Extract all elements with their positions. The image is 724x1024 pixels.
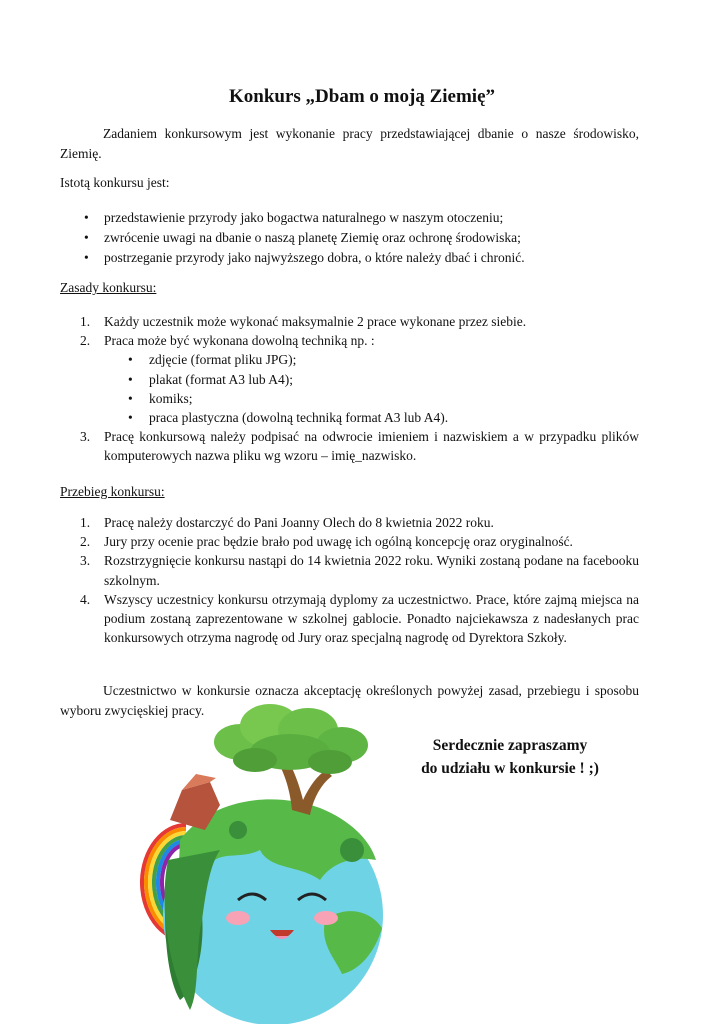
list-item: 4. Wszyscy uczestnicy konkursu otrzymają dyplomy za uczestnictwo. Prace, które zajmą miejsca na podium zostaną zaprezentowane w szkolnej gablocie. Ponadto najciekawsza z nadesłanych prac konkursowych otrzyma nagrodę od Jury oraz specjalną nagrodę od Dyrektora Szkoły. bbox=[80, 591, 639, 646]
list-number: 4. bbox=[80, 591, 91, 607]
list-number: 1. bbox=[80, 314, 91, 329]
list-item: 2. Jury przy ocenie prac będzie brało pod uwagę ich ogólną koncepcję oraz oryginalność. bbox=[60, 532, 639, 551]
course-list bbox=[60, 513, 639, 647]
tree-icon bbox=[214, 704, 368, 774]
sublist-item: • plakat (format A3 lub A4); bbox=[104, 370, 639, 389]
invitation-line: Serdecznie zapraszamy bbox=[432, 737, 588, 754]
list-item: • przedstawienie przyrody jako bogactwa naturalnego w naszym otoczeniu; bbox=[60, 208, 639, 228]
essence-list bbox=[60, 208, 639, 268]
closing-paragraph: Uczestnictwo w konkursie oznacza akceptację określonych powyżej zasad, przebiegu i sposobu wyboru zwycięskiej pracy. bbox=[60, 683, 639, 718]
sublist-item: • zdjęcie (format pliku JPG); bbox=[104, 350, 639, 369]
invitation-line: do udziału w konkursie ! ;) bbox=[421, 760, 599, 777]
course-heading: Przebieg konkursu: bbox=[60, 484, 165, 499]
sublist-item: • praca plastyczna (dowolną techniką format A3 lub A4). bbox=[104, 408, 639, 427]
list-number: 3. bbox=[80, 429, 91, 445]
technique-sublist bbox=[104, 350, 639, 427]
list-number: 2. bbox=[80, 534, 91, 550]
rules-list bbox=[60, 312, 639, 466]
rules-heading: Zasady konkursu: bbox=[60, 280, 157, 295]
earth-illustration-icon bbox=[120, 690, 420, 1024]
list-item: • postrzeganie przyrody jako najwyższego dobra, o które należy dbać i chronić. bbox=[60, 248, 639, 268]
intro-paragraph: Zadaniem konkursowym jest wykonanie pracy przedstawiającej dbanie o nasze środowisko, Ziemię. bbox=[60, 126, 639, 161]
list-number: 3. bbox=[80, 553, 91, 569]
list-item: 3. Pracę konkursową należy podpisać na odwrocie imieniem i nazwiskiem a w przypadku plików komputerowych nazwa pliku wg wzoru – imię_nazwisko. bbox=[80, 429, 639, 464]
essence-label: Istotą konkursu jest: bbox=[60, 175, 170, 190]
invitation bbox=[400, 734, 620, 780]
sublist-item: • komiks; bbox=[104, 389, 639, 408]
page-title: Konkurs „Dbam o moją Ziemię” bbox=[229, 86, 495, 107]
list-item: 1. Pracę należy dostarczyć do Pani Joanny Olech do 8 kwietnia 2022 roku. bbox=[60, 513, 639, 532]
list-item: • zwrócenie uwagi na dbanie o naszą planetę Ziemię oraz ochronę środowiska; bbox=[60, 228, 639, 248]
list-item: 1. Każdy uczestnik może wykonać maksymalnie 2 prace wykonane przez siebie. bbox=[60, 312, 639, 331]
list-item: 2. Praca może być wykonana dowolną techniką np. : • zdjęcie (format pliku JPG); • plakat (format A3 lub A4); • komiks; • praca plastyczna (dowolną techniką format A3 lub A4). bbox=[60, 331, 639, 427]
list-number: 1. bbox=[80, 515, 91, 530]
list-item: 3. Rozstrzygnięcie konkursu nastąpi do 14 kwietnia 2022 roku. Wyniki zostaną podane na facebooku szkolnym. bbox=[80, 553, 639, 588]
list-number: 2. bbox=[80, 333, 91, 349]
